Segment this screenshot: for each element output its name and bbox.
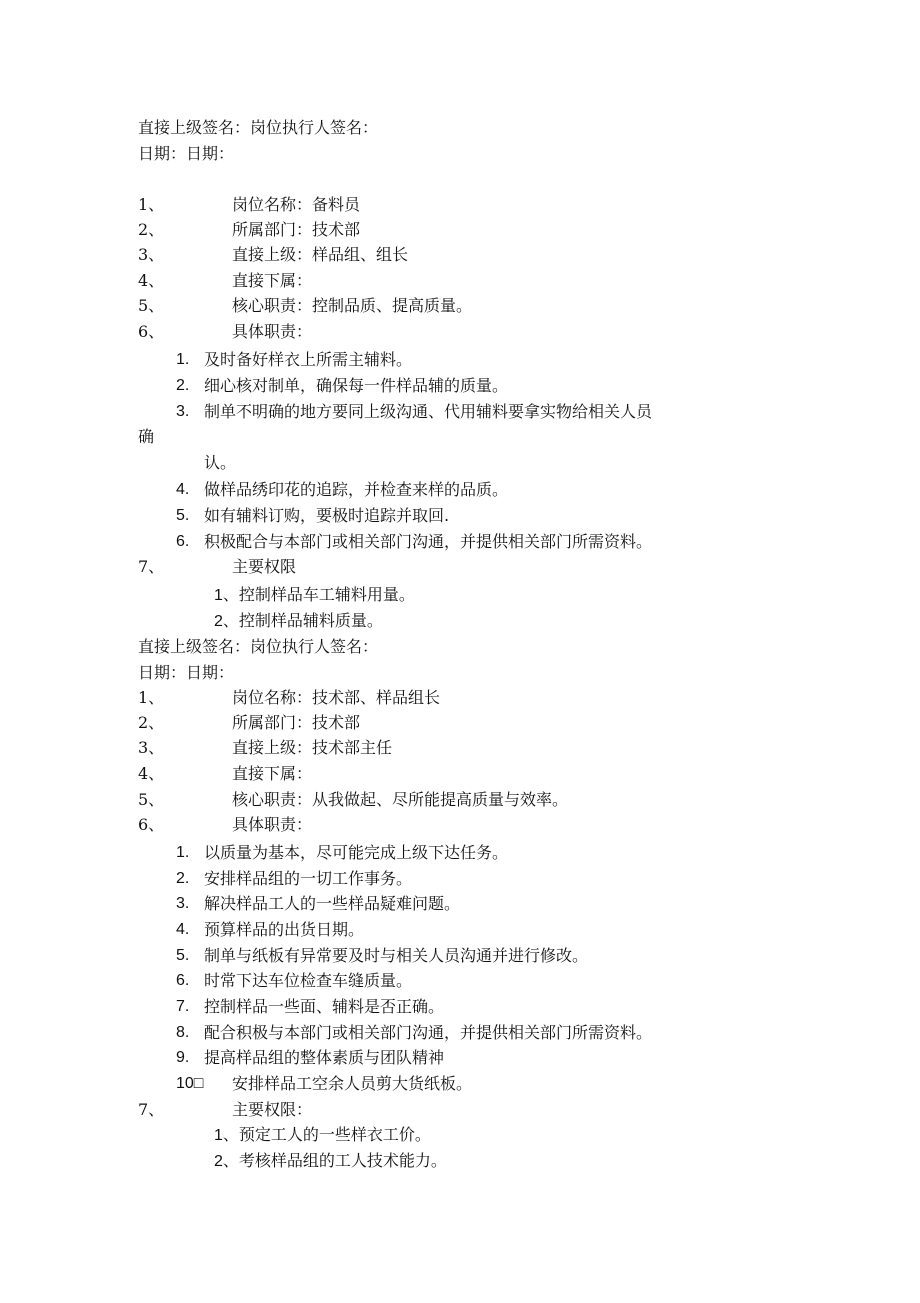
item-number: 4、 <box>138 271 165 290</box>
duty-number: 10□ <box>176 1075 204 1092</box>
duty-number: 6. <box>176 972 190 989</box>
power-item: 2、控制样品辅料质量。 <box>214 613 383 630</box>
duty-text: 细心核对制单，确保每一件样品辅的质量。 <box>204 376 509 395</box>
duty-number: 8. <box>176 1024 190 1041</box>
item-text: 岗位名称：技术部、样品组长 <box>232 688 441 707</box>
duty-text: 控制样品一些面、辅料是否正确。 <box>204 997 445 1016</box>
date-line: 日期：日期： <box>138 663 235 682</box>
duty-number: 7. <box>176 998 190 1015</box>
duty-text: 制单不明确的地方要同上级沟通、代用辅料要拿实物给相关人员 <box>204 402 653 421</box>
duty-number: 4. <box>176 921 190 938</box>
duty-text: 安排样品工空余人员剪大货纸板。 <box>232 1074 473 1093</box>
item-number: 5、 <box>138 296 165 315</box>
duty-text: 制单与纸板有异常要及时与相关人员沟通并进行修改。 <box>204 946 589 965</box>
item-text: 岗位名称：备料员 <box>232 195 361 214</box>
duty-text: 时常下达车位检查车缝质量。 <box>204 971 413 990</box>
duty-text: 及时备好样衣上所需主辅料。 <box>204 350 413 369</box>
duty-number: 1. <box>176 844 190 861</box>
item-number: 2、 <box>138 220 165 239</box>
duty-text: 安排样品组的一切工作事务。 <box>204 869 413 888</box>
item-number: 2、 <box>138 713 165 732</box>
duty-text: 解决样品工人的一些样品疑难问题。 <box>204 894 461 913</box>
duty-number: 9. <box>176 1049 190 1066</box>
item-text: 具体职责： <box>232 322 313 341</box>
power-item: 1、预定工人的一些样衣工价。 <box>214 1127 431 1144</box>
duty-text-wrap: 认。 <box>204 453 237 472</box>
duty-text: 以质量为基本，尽可能完成上级下达任务。 <box>204 843 509 862</box>
item-text: 核心职责：控制品质、提高质量。 <box>232 296 473 315</box>
item-number: 5、 <box>138 790 165 809</box>
item-number: 6、 <box>138 815 165 834</box>
item-text: 主要权限 <box>232 557 297 576</box>
duty-number: 6. <box>176 533 190 550</box>
item-text: 直接上级：样品组、组长 <box>232 245 409 264</box>
signature-line: 直接上级签名：岗位执行人签名： <box>138 118 379 137</box>
duty-text: 如有辅料订购，要极时追踪并取回. <box>204 506 450 525</box>
duty-number: 1. <box>176 351 190 368</box>
duty-text-wrap: 确 <box>138 427 155 446</box>
item-number: 7、 <box>138 1100 165 1119</box>
item-number: 1、 <box>138 688 165 707</box>
duty-number: 3. <box>176 895 190 912</box>
duty-number: 2. <box>176 377 190 394</box>
item-number: 6、 <box>138 322 165 341</box>
item-number: 1、 <box>138 195 165 214</box>
duty-text: 提高样品组的整体素质与团队精神 <box>204 1048 445 1067</box>
duty-number: 2. <box>176 870 190 887</box>
duty-text: 预算样品的出货日期。 <box>204 920 365 939</box>
duty-text: 配合积极与本部门或相关部门沟通，并提供相关部门所需资料。 <box>204 1023 653 1042</box>
item-text: 直接下属： <box>232 764 313 783</box>
duty-text: 做样品绣印花的追踪，并检查来样的品质。 <box>204 480 509 499</box>
duty-number: 5. <box>176 947 190 964</box>
item-text: 直接下属： <box>232 271 313 290</box>
item-text: 主要权限： <box>232 1100 313 1119</box>
item-text: 核心职责：从我做起、尽所能提高质量与效率。 <box>232 790 569 809</box>
date-line: 日期：日期： <box>138 144 235 163</box>
duty-number: 5. <box>176 507 190 524</box>
power-item: 2、考核样品组的工人技术能力。 <box>214 1153 447 1170</box>
item-text: 所属部门：技术部 <box>232 713 361 732</box>
item-number: 3、 <box>138 245 165 264</box>
item-text: 具体职责： <box>232 815 313 834</box>
item-number: 3、 <box>138 738 165 757</box>
duty-text: 积极配合与本部门或相关部门沟通，并提供相关部门所需资料。 <box>204 532 653 551</box>
signature-line: 直接上级签名：岗位执行人签名： <box>138 637 379 656</box>
duty-number: 3. <box>176 403 190 420</box>
item-text: 直接上级：技术部主任 <box>232 738 393 757</box>
item-number: 7、 <box>138 557 165 576</box>
item-text: 所属部门：技术部 <box>232 220 361 239</box>
power-item: 1、控制样品车工辅料用量。 <box>214 587 415 604</box>
duty-number: 4. <box>176 481 190 498</box>
item-number: 4、 <box>138 764 165 783</box>
